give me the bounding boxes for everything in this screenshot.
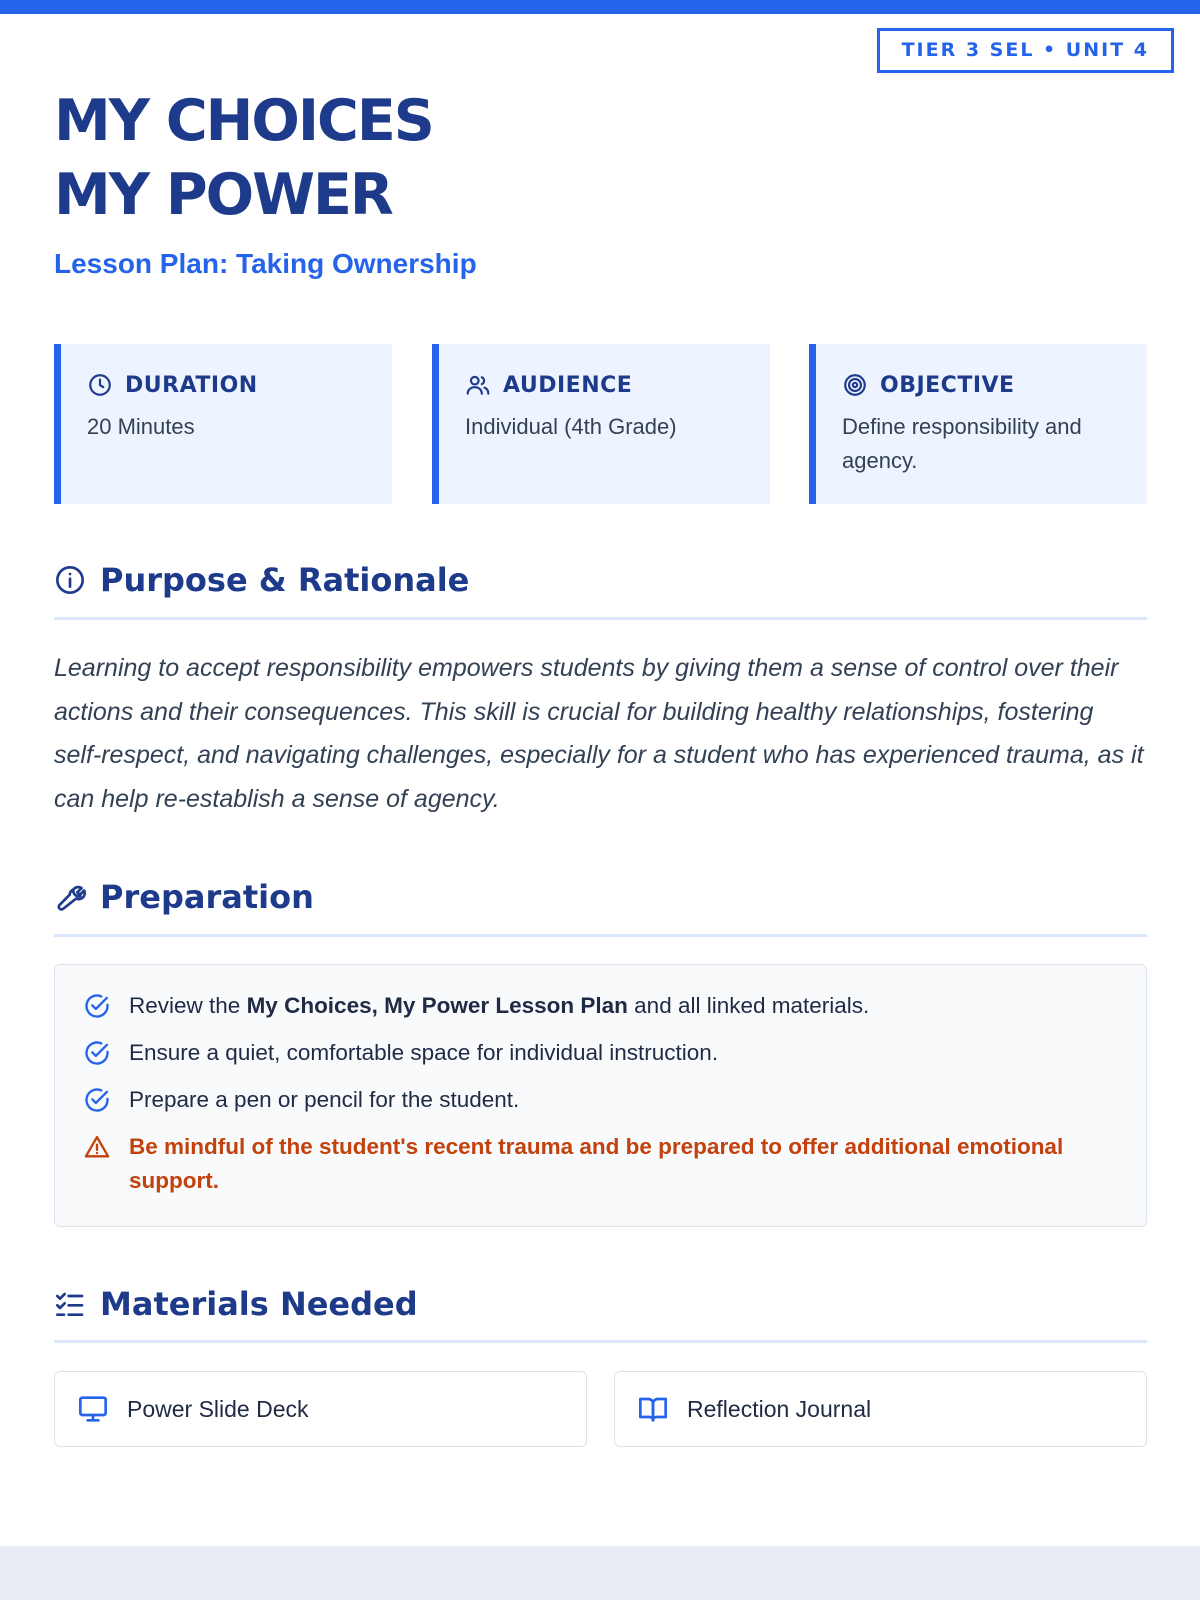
list-item: Ensure a quiet, comfortable space for individual instruction. [83, 1036, 1118, 1070]
stat-label: OBJECTIVE [880, 372, 1015, 398]
checklist-icon [54, 1288, 86, 1320]
purpose-text: Learning to accept responsibility empowers students by giving them a sense of control over their actions and their consequences. This skill is crucial for building healthy relationships, fostering self-respect, and navigating challenges, especially for a student who has experienced trauma, as it can help re-establish a sense of agency. [54, 654, 1144, 813]
info-icon [54, 564, 86, 596]
target-icon [842, 372, 868, 398]
section-title: Preparation [100, 878, 314, 916]
stat-value: 20 Minutes [87, 414, 195, 439]
stat-card-audience [432, 344, 770, 504]
section-title: Purpose & Rationale [100, 561, 470, 599]
page-title [54, 84, 433, 232]
unit-badge: TIER 3 SEL • UNIT 4 [877, 28, 1174, 73]
title-line-1: MY CHOICES [54, 88, 433, 154]
lesson-stats [54, 344, 1147, 504]
stat-label: AUDIENCE [503, 372, 633, 398]
warning-item: Be mindful of the student's recent trauma and be prepared to offer additional emotional support. [83, 1130, 1118, 1198]
title-line-2: MY POWER [54, 162, 392, 228]
check-circle-icon [83, 992, 111, 1020]
preparation-heading [54, 877, 1147, 917]
materials-heading [54, 1284, 1147, 1324]
users-icon [465, 372, 491, 398]
section-divider [54, 617, 1147, 620]
warning-triangle-icon [83, 1133, 111, 1161]
material-label: Reflection Journal [687, 1395, 872, 1422]
section-title: Materials Needed [100, 1285, 418, 1323]
top-accent-bar [0, 0, 1200, 14]
list-item: Review the My Choices, My Power Lesson Plan and all linked materials. [83, 989, 1118, 1023]
stat-value: Define responsibility and agency. [842, 414, 1082, 473]
lesson-plan-reference: My Choices, My Power Lesson Plan [246, 993, 628, 1018]
material-card-reflection-journal[interactable] [614, 1371, 1147, 1447]
preparation-checklist [54, 964, 1147, 1227]
section-divider [54, 1340, 1147, 1343]
wrench-icon [54, 881, 86, 913]
stat-card-objective [809, 344, 1147, 504]
stat-card-duration [54, 344, 392, 504]
material-label: Power Slide Deck [127, 1395, 309, 1422]
material-card-slide-deck[interactable] [54, 1371, 587, 1447]
stat-label: DURATION [125, 372, 258, 398]
stat-value: Individual (4th Grade) [465, 414, 677, 439]
section-divider [54, 934, 1147, 937]
check-circle-icon [83, 1086, 111, 1114]
clock-icon [87, 372, 113, 398]
monitor-icon [77, 1393, 109, 1425]
check-circle-icon [83, 1039, 111, 1067]
list-item: Prepare a pen or pencil for the student. [83, 1083, 1118, 1117]
footer-band [0, 1546, 1200, 1600]
purpose-heading [54, 560, 1147, 600]
book-open-icon [637, 1393, 669, 1425]
page-subtitle: Lesson Plan: Taking Ownership [54, 248, 477, 279]
